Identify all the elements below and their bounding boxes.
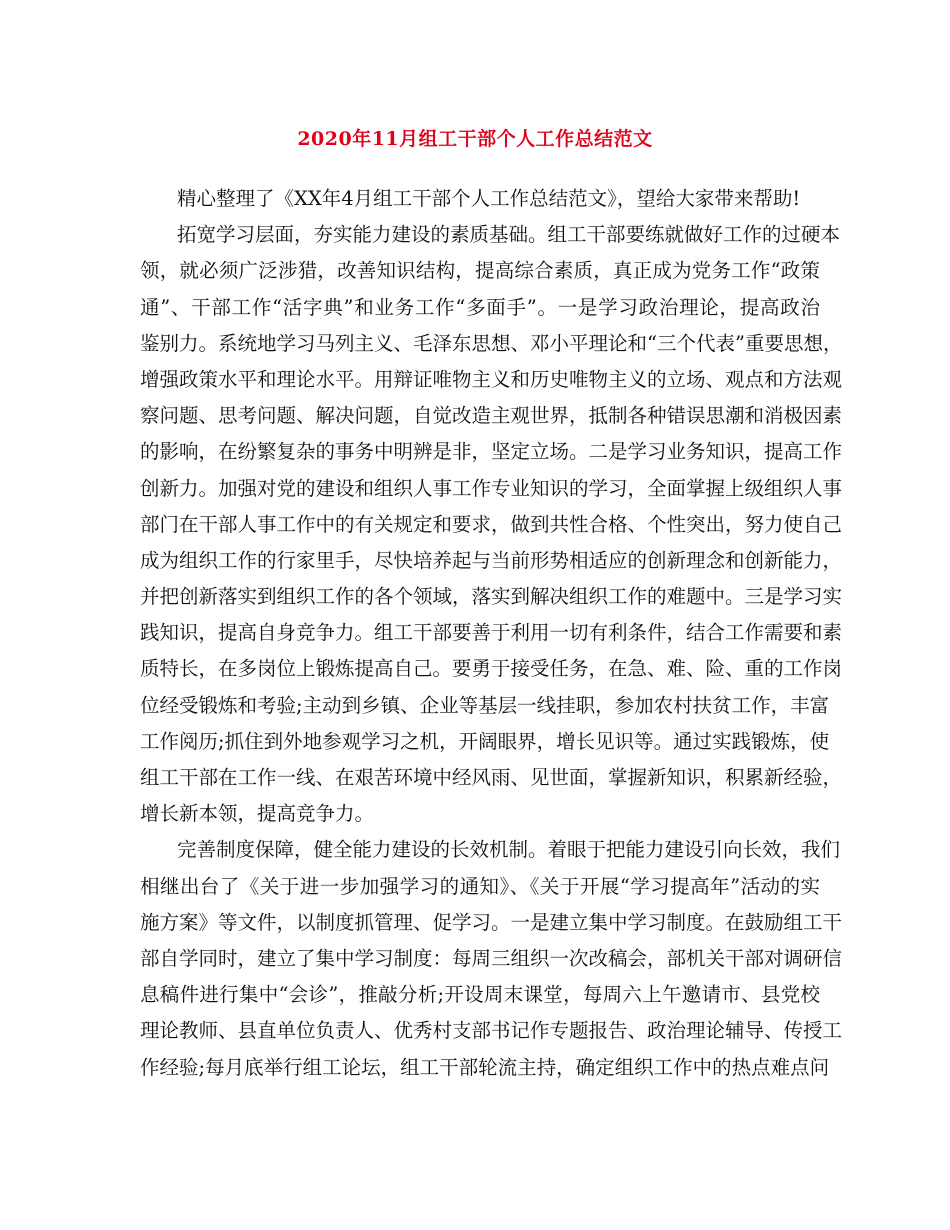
text-line: 察问题、思考问题、解决问题，自觉改造主观世界，抵制各种错误思潮和消极因素 — [140, 404, 843, 428]
text-line: 施方案》等文件，以制度抓管理、促学习。一是建立集中学习制度。在鼓励组工干 — [140, 910, 843, 934]
text-line: 增强政策水平和理论水平。用辩证唯物主义和历史唯物主义的立场、观点和方法观 — [140, 367, 843, 391]
text-line: 领，就必须广泛涉猎，改善知识结构，提高综合素质，真正成为党务工作“政策 — [140, 259, 820, 283]
text-line: 息稿件进行集中“会诊”，推敲分析;开设周末课堂，每周六上午邀请市、县党校 — [140, 983, 820, 1007]
text-line: 拓宽学习层面，夯实能力建设的素质基础。组工干部要练就做好工作的过硬本 — [177, 223, 841, 247]
text-line: 组工干部在工作一线、在艰苦环境中经风雨、见世面，掌握新知识，积累新经验， — [140, 766, 843, 789]
text-line: 成为组织工作的行家里手，尽快培养起与当前形势相适应的创新理念和创新能力， — [140, 548, 843, 572]
text-line: 鉴别力。系统地学习马列主义、毛泽东思想、邓小平理论和“三个代表”重要思想， — [140, 331, 843, 355]
text-line: 相继出台了《关于进一步加强学习的通知》、《关于开展“学习提高年”活动的实 — [140, 874, 820, 898]
text-line: 践知识，提高自身竞争力。组工干部要善于利用一切有利条件，结合工作需要和素 — [140, 621, 843, 645]
text-line: 作经验;每月底举行组工论坛，组工干部轮流主持，确定组织工作中的热点难点问 — [140, 1055, 830, 1079]
text-line: 完善制度保障，健全能力建设的长效机制。着眼于把能力建设引向长效，我们 — [177, 838, 841, 862]
document-body — [140, 181, 843, 1086]
text-line: 增长新本领，提高竞争力。 — [140, 802, 375, 826]
text-line: 质特长，在多岗位上锻炼提高自己。要勇于接受任务，在急、难、险、重的工作岗 — [140, 657, 843, 681]
text-line: 位经受锻炼和考验;主动到乡镇、企业等基层一线挂职，参加农村扶贫工作，丰富 — [140, 693, 830, 717]
text-line: 理论教师、县直单位负责人、优秀村支部书记作专题报告、政治理论辅导、传授工 — [140, 1019, 843, 1043]
text-line: 精心整理了《XX年4月组工干部个人工作总结范文》，望给大家带来帮助! — [177, 187, 801, 210]
text-line: 并把创新落实到组织工作的各个领域，落实到解决组织工作的难题中。三是学习实 — [140, 585, 843, 609]
text-line: 的影响，在纷繁复杂的事务中明辨是非，坚定立场。二是学习业务知识，提高工作 — [140, 440, 843, 464]
text-line: 工作阅历;抓住到外地参观学习之机，开阔眼界，增长见识等。通过实践锻炼，使 — [140, 729, 830, 753]
text-line: 部自学同时，建立了集中学习制度：每周三组织一次改稿会，部机关干部对调研信 — [140, 946, 843, 970]
text-line: 部门在干部人事工作中的有关规定和要求，做到共性合格、个性突出，努力使自己 — [140, 512, 843, 536]
text-line: 创新力。加强对党的建设和组织人事工作专业知识的学习，全面掌握上级组织人事 — [140, 476, 843, 500]
document-title: 2020年11月组工干部个人工作总结范文 — [297, 128, 653, 150]
text-line: 通”、干部工作“活字典”和业务工作“多面手”。一是学习政治理论，提高政治 — [140, 295, 820, 319]
